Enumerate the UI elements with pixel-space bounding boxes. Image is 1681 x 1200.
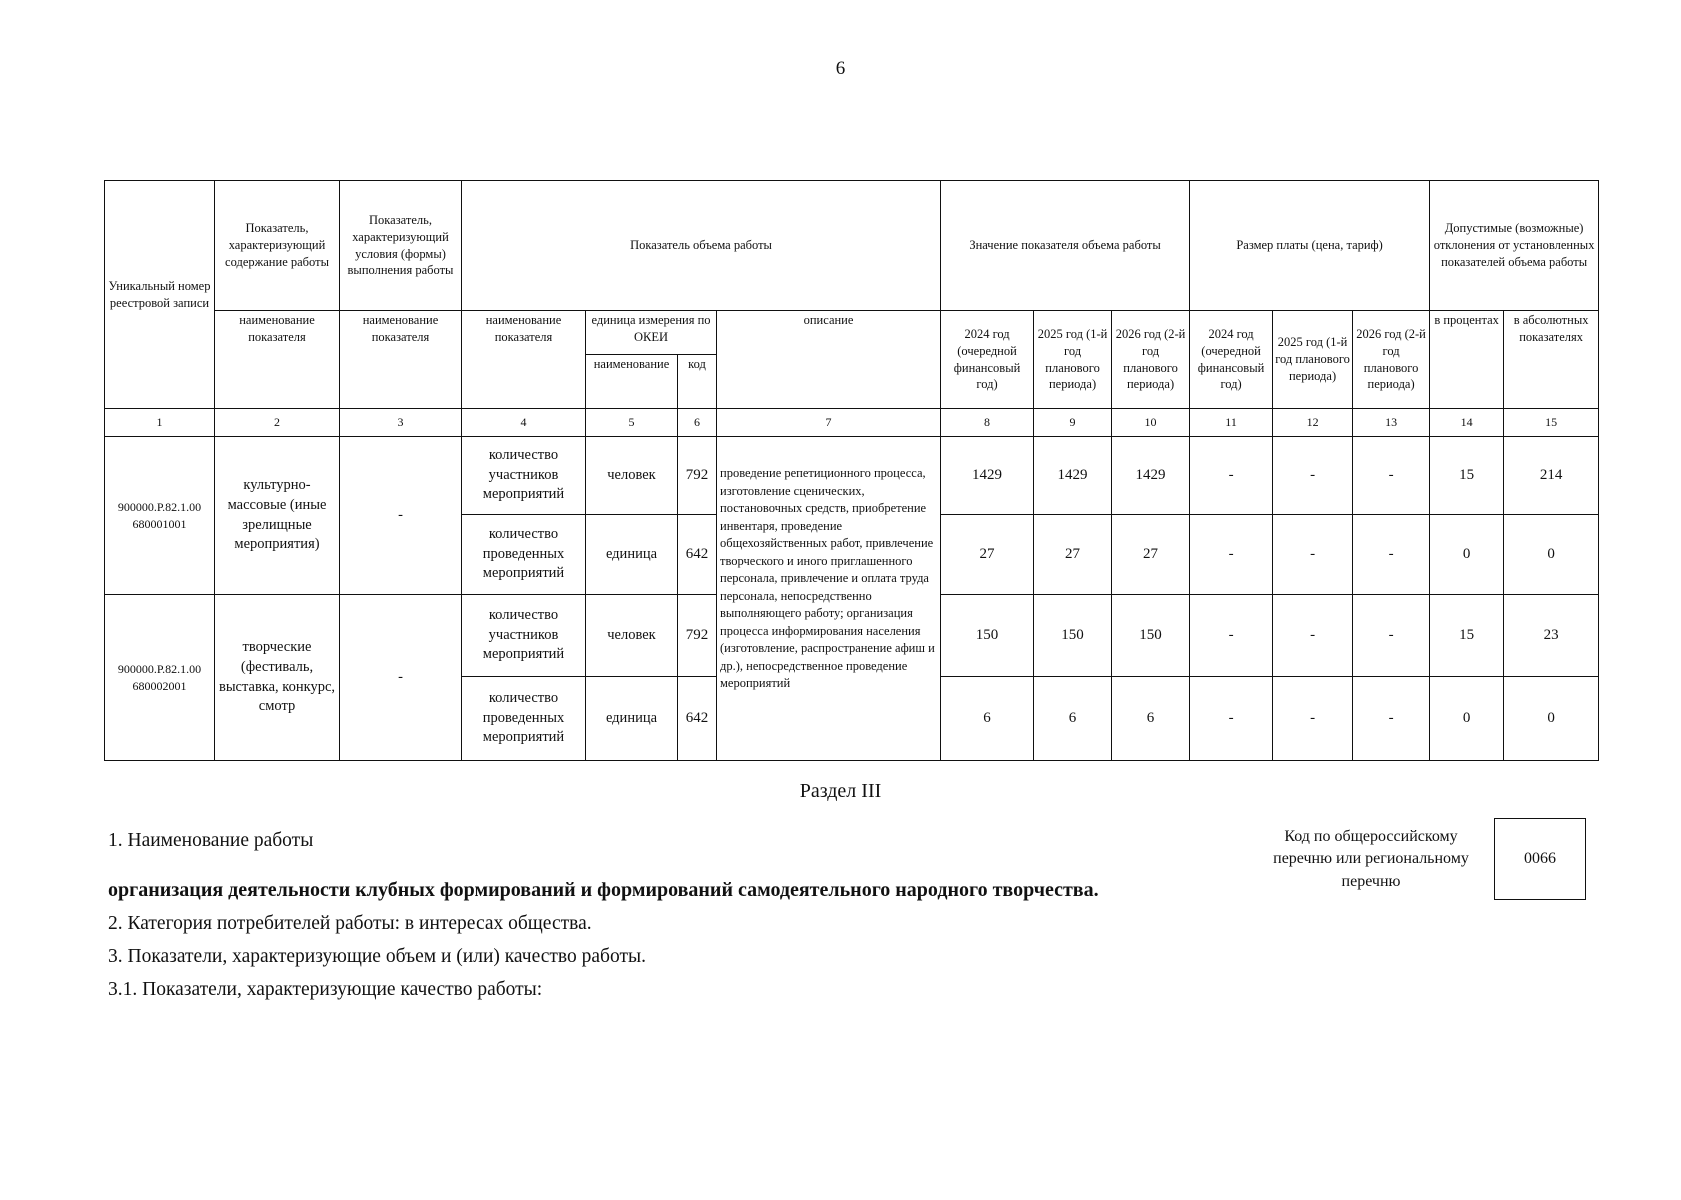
col-number: 6: [678, 409, 717, 437]
col-number: 4: [462, 409, 586, 437]
header-absolute: в абсолютных показателях: [1504, 311, 1599, 409]
fee-2024: -: [1190, 437, 1273, 515]
work-description: проведение репетиционного процесса, изготовление сценических, постановочных средств, приобретение инвентаря, проведение общехозяйственных работ, привлечение творческого и иного приглашенного персонала, привлечение и оплата труда персонала, непосредственно выполняющего работу; организация процесса информирования населения (изготовление, распространение афиш и др.), непосредственное проведение мероприятий: [717, 437, 941, 761]
volume-2026: 27: [1112, 515, 1190, 595]
header-conditions-indicator: Показатель, характеризующий условия (формы) выполнения работы: [340, 181, 462, 311]
conditions-indicator: -: [340, 595, 462, 761]
volume-2024: 1429: [941, 437, 1034, 515]
consumer-category: 2. Категория потребителей работы: в интересах общества.: [108, 913, 592, 934]
registry-code-box: [1494, 818, 1586, 900]
unit-name: человек: [586, 437, 678, 515]
work-volume-table: [104, 180, 1599, 761]
header-2024-volume: 2024 год (очередной финансовый год): [941, 311, 1034, 409]
unit-name: человек: [586, 595, 678, 677]
volume-2026: 150: [1112, 595, 1190, 677]
volume-2026: 1429: [1112, 437, 1190, 515]
section-title: Раздел III: [799, 780, 882, 802]
volume-2024: 6: [941, 677, 1034, 761]
fee-2024: -: [1190, 677, 1273, 761]
deviation-percent: 15: [1430, 595, 1504, 677]
registry-number: 900000.Р.82.1.00 680002001: [105, 595, 215, 761]
unit-code: 642: [678, 515, 717, 595]
indicators-heading: 3. Показатели, характеризующие объем и (или) качество работы.: [108, 946, 646, 967]
col-number: 1: [105, 409, 215, 437]
header-2026-volume: 2026 год (2-й год планового периода): [1112, 311, 1190, 409]
deviation-percent: 0: [1430, 677, 1504, 761]
volume-indicator-name: количество участников мероприятий: [462, 437, 586, 515]
header-name-col3: наименование показателя: [340, 311, 462, 409]
work-name-label: 1. Наименование работы: [108, 830, 314, 851]
col-number: 8: [941, 409, 1034, 437]
content-indicator: творческие (фестиваль, выставка, конкурс, смотр: [215, 595, 340, 761]
volume-2025: 150: [1034, 595, 1112, 677]
header-description: описание: [717, 311, 941, 409]
fee-2026: -: [1353, 677, 1430, 761]
header-2026-fee: 2026 год (2-й год планового периода): [1353, 311, 1430, 409]
fee-2026: -: [1353, 595, 1430, 677]
fee-2025: -: [1273, 677, 1353, 761]
header-fee: Размер платы (цена, тариф): [1190, 181, 1430, 311]
deviation-absolute: 214: [1504, 437, 1599, 515]
header-name-col2: наименование показателя: [215, 311, 340, 409]
content-indicator: культурно-массовые (иные зрелищные мероприятия): [215, 437, 340, 595]
volume-indicator-name: количество участников мероприятий: [462, 595, 586, 677]
volume-2024: 27: [941, 515, 1034, 595]
fee-2026: -: [1353, 515, 1430, 595]
deviation-absolute: 0: [1504, 515, 1599, 595]
page-number: 6: [835, 58, 846, 79]
table-row: [105, 437, 1599, 515]
work-name: организация деятельности клубных формирований и формирований самодеятельного народного творчества.: [108, 879, 1099, 901]
col-number: 2: [215, 409, 340, 437]
header-2024-fee: 2024 год (очередной финансовый год): [1190, 311, 1273, 409]
col-number: 12: [1273, 409, 1353, 437]
header-deviations: Допустимые (возможные) отклонения от установленных показателей объема работы: [1430, 181, 1599, 311]
fee-2024: -: [1190, 595, 1273, 677]
fee-2024: -: [1190, 515, 1273, 595]
fee-2025: -: [1273, 515, 1353, 595]
header-volume-value: Значение показателя объема работы: [941, 181, 1190, 311]
col-number: 9: [1034, 409, 1112, 437]
fee-2026: -: [1353, 437, 1430, 515]
col-number: 7: [717, 409, 941, 437]
volume-2025: 1429: [1034, 437, 1112, 515]
unit-name: единица: [586, 515, 678, 595]
col-number: 5: [586, 409, 678, 437]
fee-2025: -: [1273, 595, 1353, 677]
volume-2025: 6: [1034, 677, 1112, 761]
col-number: 14: [1430, 409, 1504, 437]
col-number: 3: [340, 409, 462, 437]
col-number: 15: [1504, 409, 1599, 437]
registry-code-value: 0066: [1524, 850, 1556, 867]
header-unique-number: Уникальный номер реестровой записи: [105, 181, 215, 409]
deviation-absolute: 23: [1504, 595, 1599, 677]
fee-2025: -: [1273, 437, 1353, 515]
deviation-absolute: 0: [1504, 677, 1599, 761]
unit-code: 642: [678, 677, 717, 761]
volume-indicator-name: количество проведенных мероприятий: [462, 677, 586, 761]
header-2025-fee: 2025 год (1-й год планового периода): [1273, 311, 1353, 409]
volume-2025: 27: [1034, 515, 1112, 595]
volume-2024: 150: [941, 595, 1034, 677]
col-number: 11: [1190, 409, 1273, 437]
unit-code: 792: [678, 595, 717, 677]
registry-code-label: Код по общероссийскому перечню или региональному перечню: [1273, 828, 1469, 890]
unit-name: единица: [586, 677, 678, 761]
volume-2026: 6: [1112, 677, 1190, 761]
deviation-percent: 15: [1430, 437, 1504, 515]
registry-number: 900000.Р.82.1.00 680001001: [105, 437, 215, 595]
header-percent: в процентах: [1430, 311, 1504, 409]
deviation-percent: 0: [1430, 515, 1504, 595]
header-volume-indicator: Показатель объема работы: [462, 181, 941, 311]
header-name-col4: наименование показателя: [462, 311, 586, 409]
header-okei-name: наименование: [586, 355, 678, 409]
header-okei: единица измерения по ОКЕИ: [586, 311, 717, 355]
conditions-indicator: -: [340, 437, 462, 595]
unit-code: 792: [678, 437, 717, 515]
header-2025-volume: 2025 год (1-й год планового периода): [1034, 311, 1112, 409]
quality-indicators-heading: 3.1. Показатели, характеризующие качество работы:: [108, 979, 543, 1000]
header-content-indicator: Показатель, характеризующий содержание работы: [215, 181, 340, 311]
volume-indicator-name: количество проведенных мероприятий: [462, 515, 586, 595]
header-okei-code: код: [678, 355, 717, 409]
col-number: 10: [1112, 409, 1190, 437]
col-number: 13: [1353, 409, 1430, 437]
